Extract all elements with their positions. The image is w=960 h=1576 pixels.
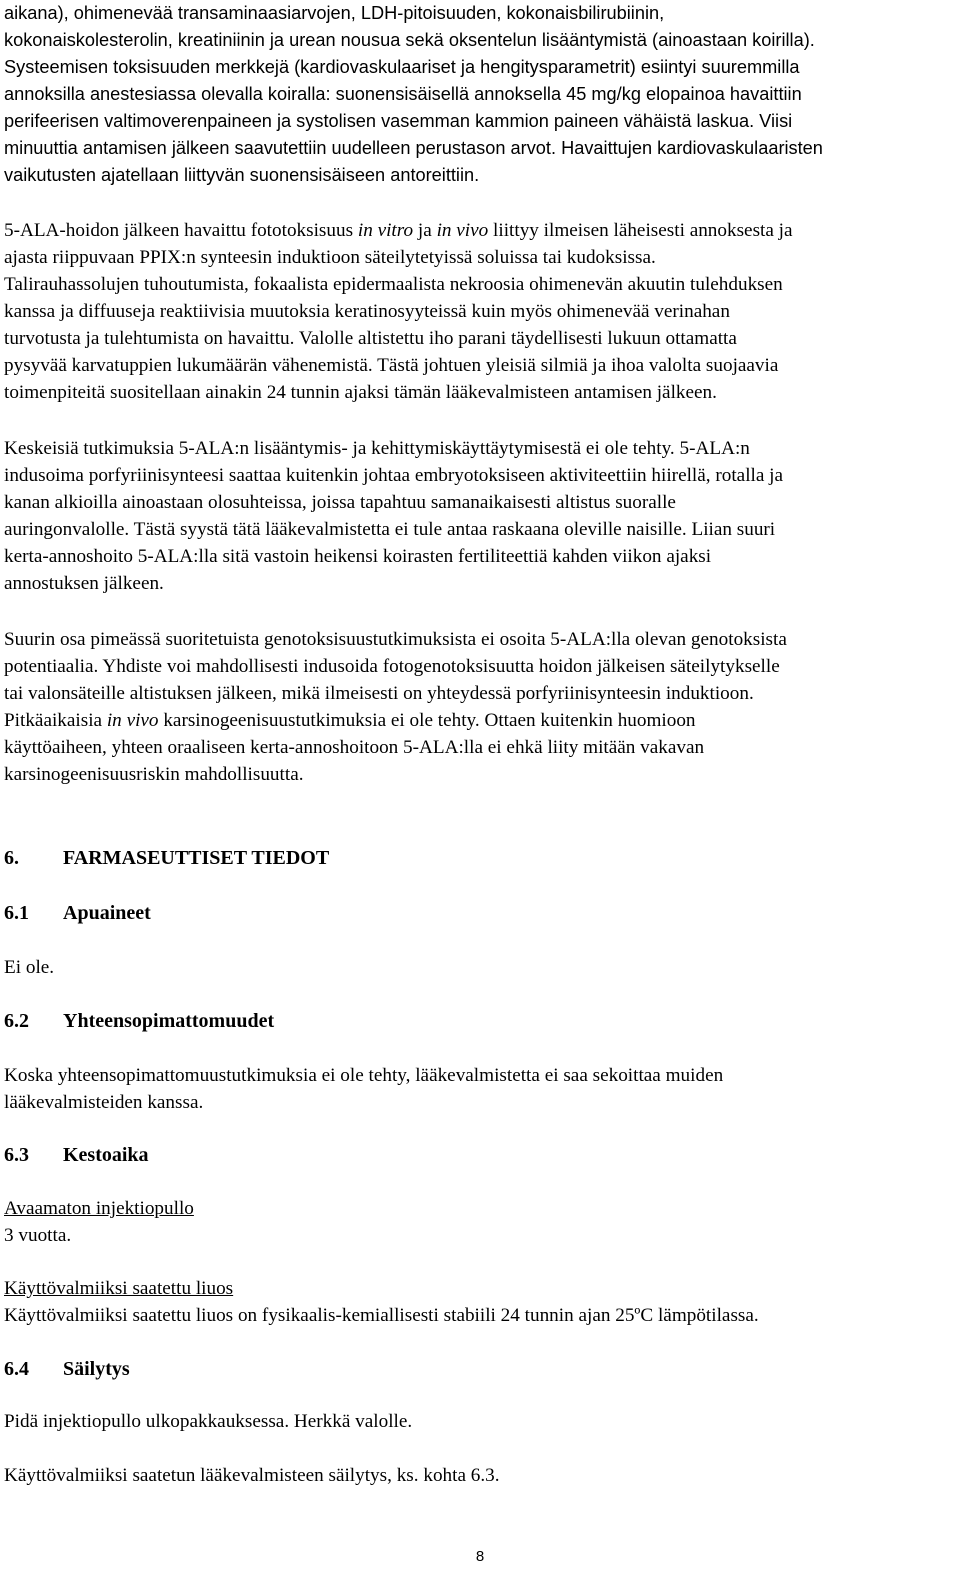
subheading-reconstituted-solution: Käyttövalmiiksi saatettu liuos	[4, 1278, 234, 1299]
para-toxicity-line-6: minuuttia antamisen jälkeen saavutettiin uudelleen perustason arvot. Havaittujen kardiovaskulaaristen	[4, 138, 823, 158]
para-phototoxicity-line-6: pysyvää karvatuppien lukumäärän vähenemistä. Tästä johtuen yleisiä silmiä ja ihoa valolta suojaavia	[4, 355, 779, 376]
para-phototoxicity-line-1	[4, 217, 956, 244]
para-genotoxicity-line-5: käyttöaiheen, yhteen oraaliseen kerta-annoshoitoon 5-ALA:lla ei ehkä liity mitään vakavan	[4, 737, 705, 758]
para-reproduction-line-6: annostuksen jälkeen.	[4, 573, 164, 594]
subheading-unopened-vial: Avaamaton injektiopullo	[4, 1198, 194, 1219]
section-number: 6.3	[4, 1144, 29, 1166]
page-number: 8	[475, 1548, 485, 1565]
section-number: 6.4	[4, 1358, 29, 1380]
unopened-vial-text: 3 vuotta.	[4, 1225, 72, 1246]
para-phototoxicity-line-5: turvotusta ja tulehtumista on havaittu. Valolle altistettu iho parani täydellisesti lukuun ottamatta	[4, 328, 737, 349]
section-6-1-text: Ei ole.	[4, 957, 55, 978]
para-genotoxicity-line-3: tai valonsäteille altistuksen jälkeen, mikä ilmeisesti on yhteydessä porfyriinisynteesin induktioon.	[4, 683, 754, 704]
section-6-3-heading	[4, 1141, 149, 1169]
para-phototoxicity-line-7: toimenpiteitä suositellaan ainakin 24 tunnin ajaksi tämän lääkevalmisteen antamisen jälkeen.	[4, 382, 717, 403]
section-number: 6.1	[4, 902, 29, 924]
para-genotoxicity-line-1: Suurin osa pimeässä suoritetuista genotoksisuustutkimuksista ei osoita 5-ALA:lla olevan genotoksista	[4, 629, 787, 650]
section-6-2-line-1: Koska yhteensopimattomuustutkimuksia ei ole tehty, lääkevalmistetta ei saa sekoittaa muiden	[4, 1065, 724, 1086]
section-6-1-heading	[4, 899, 151, 927]
para-toxicity-line-3: Systeemisen toksisuuden merkkejä (kardiovaskulaariset ja hengitysparametrit) esiintyi suuremmilla	[4, 57, 800, 77]
section-6-2-line-2: lääkevalmisteiden kanssa.	[4, 1092, 204, 1113]
section-6-4-heading	[4, 1355, 130, 1383]
para-reproduction-line-5: kerta-annoshoito 5-ALA:lla sitä vastoin heikensi koirasten fertiliteettiä kahden viikon ajaksi	[4, 546, 712, 567]
para-reproduction-line-3: kanan alkioilla ainoastaan olosuhteissa, joissa tapahtuu samanaikaisesti altistus suoralle	[4, 492, 676, 513]
para-reproduction-line-1: Keskeisiä tutkimuksia 5-ALA:n lisääntymis- ja kehittymiskäyttäytymisestä ei ole tehty. 5-ALA:n	[4, 438, 750, 459]
para-toxicity-line-2: kokonaiskolesterolin, kreatiniinin ja urean nousua sekä oksentelun lisääntymistä (ainoastaan koirilla).	[4, 30, 815, 50]
para-genotoxicity-line-6: karsinogeenisuusriskin mahdollisuutta.	[4, 764, 304, 785]
para-genotoxicity-line-2: potentiaalia. Yhdiste voi mahdollisesti indusoida fotogenotoksisuutta hoidon jälkeisen säteilytykselle	[4, 656, 780, 677]
para-toxicity-line-5: perifeerisen valtimoverenpaineen ja systolisen vasemman kammion paineen vähäistä laskua. Viisi	[4, 111, 793, 131]
italic-term: in vivo	[106, 710, 159, 731]
section-title: FARMASEUTTISET TIEDOT	[63, 847, 330, 869]
section-number: 6.2	[4, 1010, 29, 1032]
para-toxicity-line-1: aikana), ohimenevää transaminaasiarvojen, LDH-pitoisuuden, kokonaisbilirubiinin,	[4, 3, 665, 23]
section-title: Apuaineet	[63, 902, 151, 924]
section-6-4-line-2: Käyttövalmiiksi saatetun lääkevalmisteen säilytys, ks. kohta 6.3.	[4, 1465, 500, 1486]
text-run: Pitkäaikaisia	[4, 710, 107, 731]
para-genotoxicity-line-4	[4, 707, 956, 734]
section-6-4-line-1: Pidä injektiopullo ulkopakkauksessa. Herkkä valolle.	[4, 1411, 413, 1432]
para-phototoxicity-line-2: ajasta riippuvaan PPIX:n synteesin induktioon säteilytetyissä soluissa tai kudoksissa.	[4, 247, 656, 268]
para-toxicity-line-4: annoksilla anestesiassa olevalla koiralla: suonensisäisellä annoksella 45 mg/kg elopainoa havaittiin	[4, 84, 802, 104]
para-reproduction-line-4: auringonvalolle. Tästä syystä tätä lääkevalmistetta ei tule antaa raskaana oleville naisille. Liian suuri	[4, 519, 776, 540]
document-page	[4, 0, 956, 1576]
section-6-heading	[4, 844, 329, 872]
section-number: 6.	[4, 847, 19, 869]
italic-term: in vivo	[436, 220, 489, 241]
section-6-2-heading	[4, 1007, 274, 1035]
text-run: ja	[413, 220, 437, 241]
section-title: Yhteensopimattomuudet	[63, 1010, 275, 1032]
para-phototoxicity-line-3: Talirauhassolujen tuhoutumista, fokaalista epidermaalista nekroosia ohimenevän akuutin tulehduksen	[4, 274, 783, 295]
para-reproduction-line-2: indusoima porfyriinisynteesi saattaa kuitenkin johtaa embryotoksiseen aktiviteettiin hiirellä, rotalla ja	[4, 465, 784, 486]
reconstituted-solution-text: Käyttövalmiiksi saatettu liuos on fysikaalis-kemiallisesti stabiili 24 tunnin ajan 25ºC lämpötilassa.	[4, 1305, 759, 1326]
italic-term: in vitro	[357, 220, 414, 241]
text-run: 5-ALA-hoidon jälkeen havaittu fototoksisuus	[4, 220, 358, 241]
para-toxicity-line-7: vaikutusten ajatellaan liittyvän suonensisäiseen antoreittiin.	[4, 165, 480, 185]
para-phototoxicity-line-4: kanssa ja diffuuseja reaktiivisia muutoksia keratinosyyteissä kuin myös ohimenevää verinahan	[4, 301, 730, 322]
text-run: liittyy ilmeisen läheisesti annoksesta ja	[488, 220, 793, 241]
section-title: Säilytys	[63, 1358, 130, 1380]
text-run: karsinogeenisuustutkimuksia ei ole tehty. Ottaen kuitenkin huomioon	[158, 710, 696, 731]
section-title: Kestoaika	[63, 1144, 149, 1166]
